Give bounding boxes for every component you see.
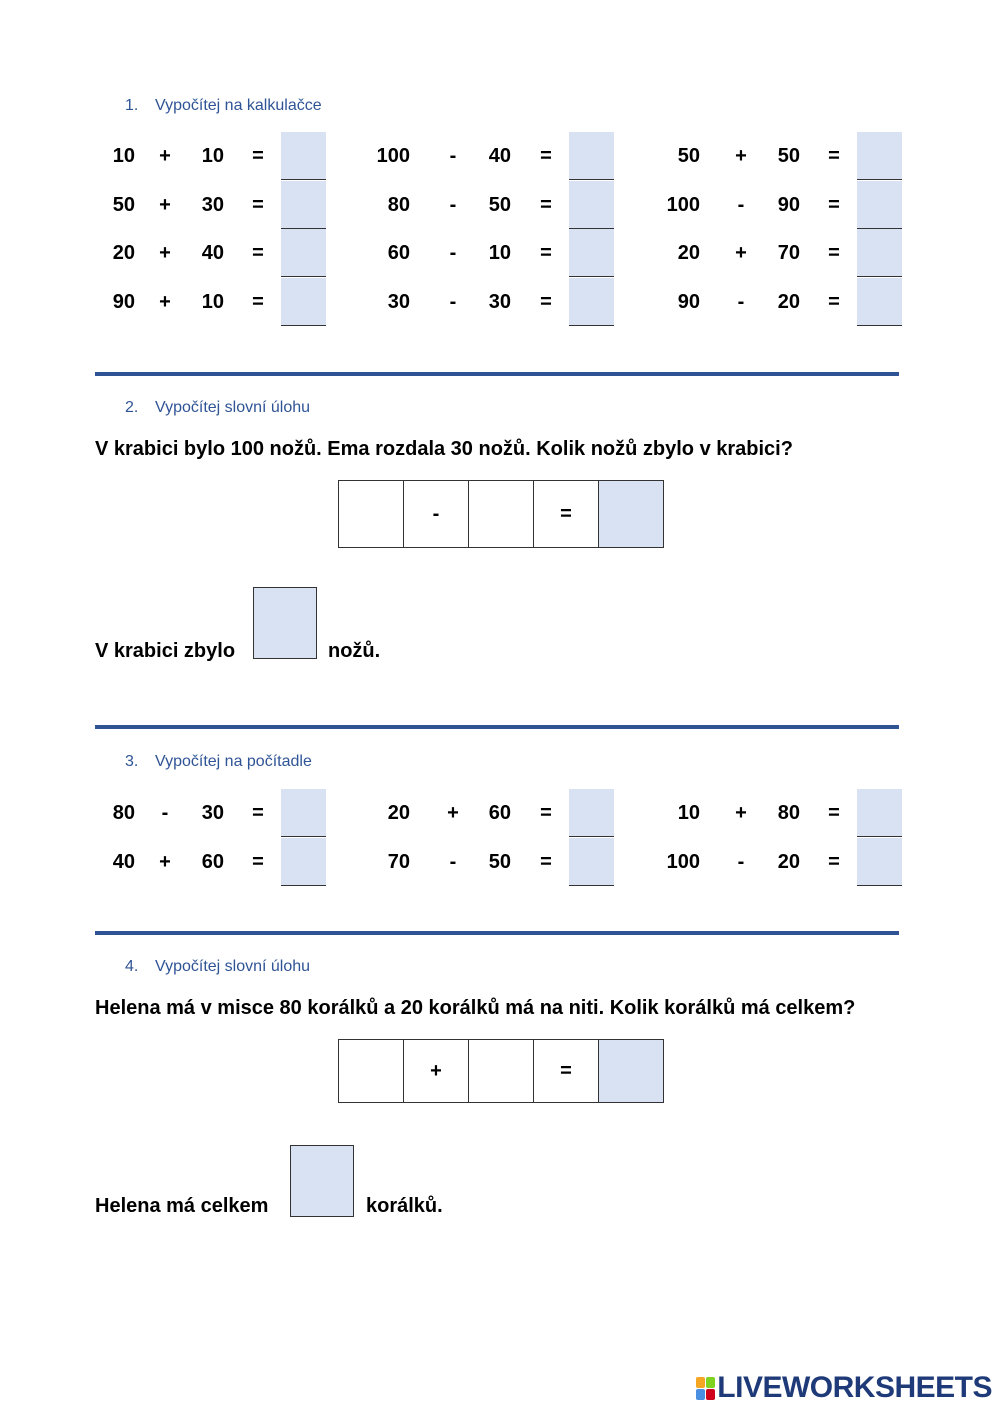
answer-box[interactable] [569, 229, 614, 277]
task2-equation-row [338, 480, 664, 548]
task2-answer-prefix: V krabici zbylo [95, 640, 236, 662]
task4-operand-2-box[interactable] [469, 1040, 534, 1102]
operator: - [449, 242, 457, 265]
section-title: Vypočítej na počítadle [155, 753, 312, 770]
equals-sign: = [540, 850, 552, 873]
operand-2: 20 [777, 291, 800, 314]
operator: - [449, 145, 457, 167]
operand-2: 90 [777, 193, 800, 216]
operand-1: 80 [387, 193, 410, 216]
section-2-heading [125, 399, 310, 417]
operator: + [159, 850, 171, 873]
section-number: 2. [125, 399, 139, 416]
task4-problem-text: Helena má v misce 80 korálků a 20 korálků má na niti. Kolik korálků má celkem? [95, 997, 856, 1019]
task4-answer-box[interactable] [290, 1145, 354, 1217]
operand-1: 100 [376, 145, 410, 167]
section-title: Vypočítej slovní úlohu [155, 399, 311, 416]
answer-box[interactable] [569, 789, 614, 837]
operator: - [161, 802, 169, 824]
operator: + [159, 193, 171, 216]
operator: - [737, 193, 745, 216]
operand-2: 60 [488, 802, 511, 824]
equals-sign: = [828, 242, 840, 265]
answer-box[interactable] [281, 229, 326, 277]
liveworksheets-logo-icon [696, 1377, 715, 1400]
operand-2: 10 [201, 291, 224, 314]
equals-sign: = [540, 802, 552, 824]
operand-1: 10 [677, 802, 700, 824]
section-title: Vypočítej na kalkulačce [155, 97, 322, 114]
task2-equals: = [534, 481, 599, 547]
operand-1: 20 [387, 802, 410, 824]
equals-sign: = [252, 291, 264, 314]
equals-sign: = [828, 193, 840, 216]
answer-box[interactable] [857, 181, 902, 229]
task4-answer-prefix: Helena má celkem [95, 1195, 269, 1217]
operand-2: 40 [488, 145, 511, 167]
answer-box[interactable] [569, 278, 614, 326]
operand-1: 100 [666, 193, 700, 216]
equals-sign: = [252, 850, 264, 873]
task4-equals: = [534, 1040, 599, 1102]
answer-box[interactable] [281, 789, 326, 837]
answer-box[interactable] [857, 278, 902, 326]
task2-answer-box[interactable] [253, 587, 317, 659]
operator: - [737, 291, 745, 314]
equals-sign: = [828, 802, 840, 824]
task2-operand-2-box[interactable] [469, 481, 534, 547]
operator: + [159, 145, 171, 167]
operand-2: 30 [201, 802, 224, 824]
task2-operand-1-box[interactable] [339, 481, 404, 547]
section-3-heading [125, 753, 312, 771]
operand-1: 20 [112, 242, 135, 265]
section-4-heading [125, 958, 310, 976]
answer-box[interactable] [281, 181, 326, 229]
answer-box[interactable] [281, 132, 326, 180]
operand-1: 20 [677, 242, 700, 265]
operator: + [447, 802, 459, 824]
operand-2: 50 [488, 850, 511, 873]
equals-sign: = [540, 193, 552, 216]
task4-equation-row [338, 1039, 664, 1103]
equals-sign: = [252, 802, 264, 824]
operator: + [735, 242, 747, 265]
answer-box[interactable] [281, 278, 326, 326]
equals-sign: = [540, 145, 552, 167]
section-1-heading [125, 97, 322, 115]
operand-1: 70 [387, 850, 410, 873]
answer-box[interactable] [569, 132, 614, 180]
operand-2: 80 [777, 802, 800, 824]
operand-1: 40 [112, 850, 135, 873]
operand-2: 20 [777, 850, 800, 873]
operand-2: 50 [488, 193, 511, 216]
operator: + [735, 145, 747, 167]
answer-box[interactable] [281, 838, 326, 886]
answer-box[interactable] [857, 838, 902, 886]
equals-sign: = [252, 242, 264, 265]
operand-1: 60 [387, 242, 410, 265]
operand-2: 70 [777, 242, 800, 265]
operand-1: 90 [112, 291, 135, 314]
operand-1: 10 [112, 145, 135, 167]
equals-sign: = [828, 850, 840, 873]
equals-sign: = [252, 193, 264, 216]
logo-text: LIVEWORKSHEETS [717, 1371, 992, 1404]
operand-1: 90 [677, 291, 700, 314]
operand-2: 10 [488, 242, 511, 265]
task4-result-box[interactable] [599, 1040, 663, 1102]
equals-sign: = [252, 145, 264, 167]
operand-2: 40 [201, 242, 224, 265]
task2-result-box[interactable] [599, 481, 663, 547]
section-title: Vypočítej slovní úlohu [155, 958, 311, 975]
equals-sign: = [540, 242, 552, 265]
answer-box[interactable] [857, 132, 902, 180]
operand-2: 10 [201, 145, 224, 167]
operand-1: 100 [666, 850, 700, 873]
section-divider [95, 931, 899, 935]
section-divider [95, 372, 899, 376]
operator: - [449, 291, 457, 314]
task2-answer-suffix: nožů. [328, 640, 381, 662]
task2-problem-text: V krabici bylo 100 nožů. Ema rozdala 30 nožů. Kolik nožů zbylo v krabici? [95, 438, 793, 460]
task2-operator: - [404, 481, 469, 547]
operand-2: 50 [777, 145, 800, 167]
answer-box[interactable] [569, 838, 614, 886]
operand-2: 60 [201, 850, 224, 873]
equals-sign: = [828, 291, 840, 314]
operand-1: 50 [677, 145, 700, 167]
operator: + [159, 242, 171, 265]
operator: - [737, 850, 745, 873]
task4-answer-suffix: korálků. [366, 1195, 443, 1217]
operator: - [449, 850, 457, 873]
section-number: 1. [125, 97, 139, 114]
section-divider [95, 725, 899, 729]
operand-1: 80 [112, 802, 135, 824]
operand-1: 50 [112, 193, 135, 216]
section-number: 4. [125, 958, 139, 975]
section-number: 3. [125, 753, 139, 770]
answer-box[interactable] [857, 229, 902, 277]
operand-1: 30 [387, 291, 410, 314]
operand-2: 30 [488, 291, 511, 314]
task4-operator: + [404, 1040, 469, 1102]
operator: + [735, 802, 747, 824]
equals-sign: = [828, 145, 840, 167]
answer-box[interactable] [857, 789, 902, 837]
task4-operand-1-box[interactable] [339, 1040, 404, 1102]
operand-2: 30 [201, 193, 224, 216]
operator: + [159, 291, 171, 314]
equals-sign: = [540, 291, 552, 314]
operator: - [449, 193, 457, 216]
answer-box[interactable] [569, 181, 614, 229]
liveworksheets-logo [696, 1371, 992, 1405]
